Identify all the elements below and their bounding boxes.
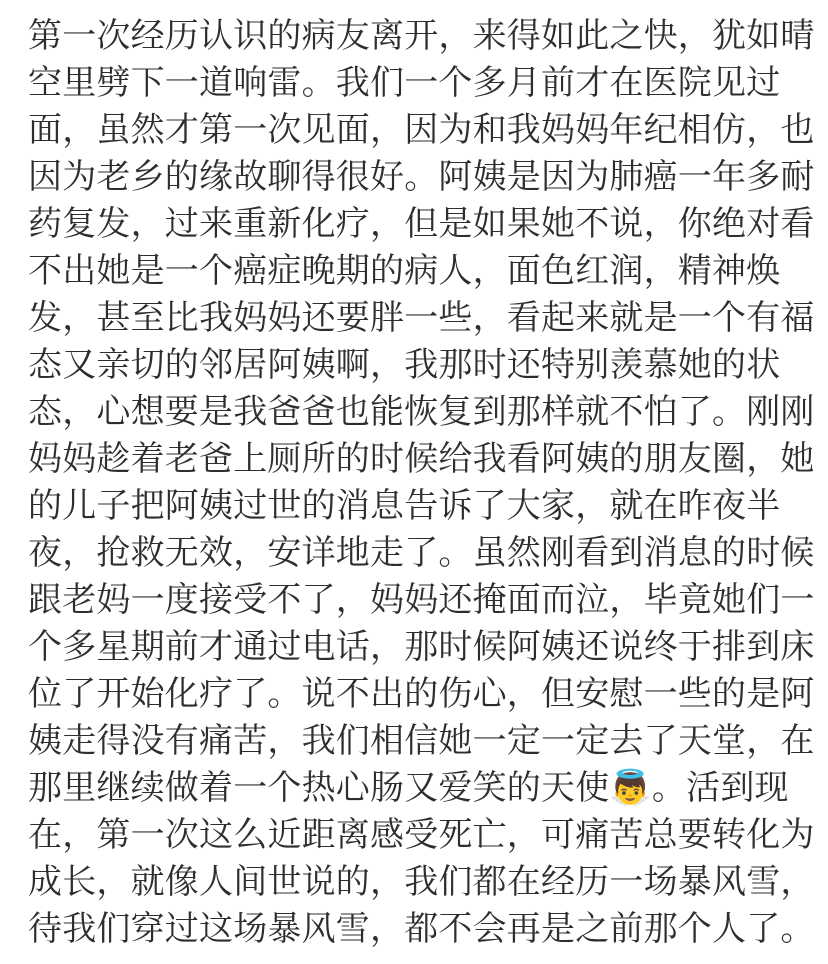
text-line: 第一次经历认识的病友离开，来得如此之快，犹如晴 <box>28 17 815 55</box>
text-line: 药复发，过来重新化疗，但是如果她不说，你绝对看 <box>28 205 815 243</box>
text-line: 在，第一次这么近距离感受死亡，可痛苦总要转化为 <box>28 816 815 854</box>
essay-text <box>28 13 815 953</box>
text-line: 因为老乡的缘故聊得很好。阿姨是因为肺癌一年多耐 <box>28 158 815 196</box>
text-line: 那里继续做着一个热心肠又爱笑的天使👼。活到现 <box>28 769 789 807</box>
text-line: 姨走得没有痛苦，我们相信她一定一定去了天堂，在 <box>28 722 815 760</box>
text-line: 个多星期前才通过电话，那时候阿姨还说终于排到床 <box>28 628 815 666</box>
text-line: 态又亲切的邻居阿姨啊，我那时还特别羡慕她的状 <box>28 346 781 384</box>
text-line: 面，虽然才第一次见面，因为和我妈妈年纪相仿，也 <box>28 111 815 149</box>
text-line: 妈妈趁着老爸上厕所的时候给我看阿姨的朋友圈，她 <box>28 440 815 478</box>
text-line: 跟老妈一度接受不了，妈妈还掩面而泣，毕竟她们一 <box>28 581 815 619</box>
text-line: 空里劈下一道响雷。我们一个多月前才在医院见过 <box>28 64 781 102</box>
text-line: 成长，就像人间世说的，我们都在经历一场暴风雪， <box>28 863 815 901</box>
text-line: 发，甚至比我妈妈还要胖一些，看起来就是一个有福 <box>28 299 815 337</box>
text-line: 夜，抢救无效，安详地走了。虽然刚看到消息的时候 <box>28 534 815 572</box>
text-line: 态，心想要是我爸爸也能恢复到那样就不怕了。刚刚 <box>28 393 815 431</box>
text-line: 的儿子把阿姨过世的消息告诉了大家，就在昨夜半 <box>28 487 781 525</box>
text-line: 不出她是一个癌症晚期的病人，面色红润，精神焕 <box>28 252 781 290</box>
text-line: 待我们穿过这场暴风雪，都不会再是之前那个人了。 <box>28 910 815 948</box>
text-line: 位了开始化疗了。说不出的伤心，但安慰一些的是阿 <box>28 675 815 713</box>
